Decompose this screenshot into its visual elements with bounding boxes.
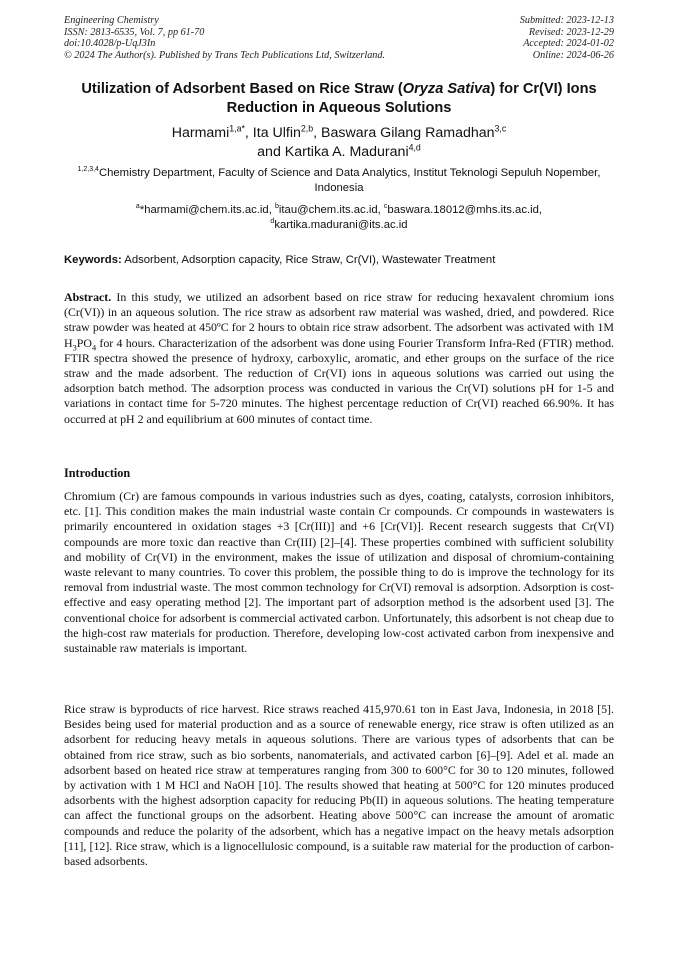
email-a-sup: a — [135, 203, 140, 211]
author-1: Harmami — [171, 125, 230, 141]
affiliation-text: Chemistry Department, Faculty of Science and Data Analytics, Institut Teknologi Sepuluh Nopember, Indonesia — [98, 167, 601, 194]
author-1-sup: 1,a* — [229, 123, 245, 134]
abstract-sub-3: 3 — [72, 342, 77, 352]
journal-info — [64, 15, 385, 61]
affiliation — [72, 166, 606, 196]
keywords-text: Adsorbent, Adsorption capacity, Rice Straw, Cr(VI), Wastewater Treatment — [121, 254, 496, 266]
accepted-date: Accepted: 2024-01-02 — [523, 38, 614, 50]
email-a[interactable]: *harmami@chem.its.ac.id, — [139, 204, 275, 216]
copyright-line: © 2024 The Author(s). Published by Trans Tech Publications Ltd, Switzerland. — [64, 49, 386, 61]
paper-title — [64, 80, 614, 118]
issn-line: ISSN: 2813-6535, Vol. 7, pp 61-70 — [64, 26, 205, 38]
author-4: and Kartika A. Madurani — [257, 144, 409, 160]
keywords-label: Keywords: — [64, 254, 122, 266]
revised-date: Revised: 2023-12-29 — [528, 26, 614, 38]
title-part1: Utilization of Adsorbent Based on Rice Straw ( — [81, 81, 403, 97]
abstract-text-3: for 4 hours. Characterization of the adsorbent was done using Fourier Transform Infra-Red (FTIR) method. FTIR spectra showed the presence of hydroxy, carboxylic, aromatic, and ether groups on the surface of the rice straw and the made adsorbent. The reduction of Cr(VI) ions in aqueous solutions was carried out using the adsorption batch method. The adsorption process was conducted in various the Cr(VI) solutions pH for 1-5 and variations in contact time for 5-720 minutes. The highest percentage reduction of Cr(VI) reached 66.90%. It has occurred at pH 2 and equilibrium at 600 minutes of contact time. — [64, 335, 614, 426]
email-b[interactable]: itau@chem.its.ac.id, — [278, 204, 384, 216]
author-2: , Ita Ulfin — [244, 125, 301, 141]
email-c[interactable]: baswara.18012@mhs.its.ac.id, — [387, 204, 543, 216]
abstract-label: Abstract. — [64, 290, 112, 304]
dates-info — [520, 15, 614, 61]
affiliation-sup: 1,2,3,4 — [77, 166, 99, 174]
introduction-paragraph-1: Chromium (Cr) are famous compounds in various industries such as dyes, coating, catalysts, corrosion inhibitors, etc. [1]. This condition makes the main industrial waste contain Cr compounds. Cr compounds in wastewaters is primarily encountered in oxidation stages +3 [Cr(III)] and +6 [Cr(VI)]. Recent research suggests that Cr(VI) compounds are more toxic dan reactive than Cr(III) [2]–[4]. These properties combined with sufficient solubility and mobility of Cr(VI) in the environment, makes the issue of utilization and disposal of chromium-containing waste relevant to many countries. To cover this problem, the possible thing to do is improve the technology for its removal from industrial waste. The most common technology for Cr(VI) removal is adsorption. Adsorption is cost-effective and easy operating method [2]. The important part of adsorption method is the adsorbent used [3]. The conventional choice for adsorbent is commercial activated carbon. Unfortunately, this adsorbent is not cheap due to the high-cost raw materials for production. Therefore, developing low-cost activated carbon from inexpensive and sustainable raw materials is important. — [64, 489, 614, 656]
journal-name: Engineering Chemistry — [64, 15, 159, 26]
author-3-sup: 3,c — [494, 123, 507, 134]
online-date: Online: 2024-06-26 — [532, 49, 614, 61]
author-list — [64, 124, 614, 162]
title-part2: ) for Cr(VI) Ions Reduction in Aqueous Solutions — [226, 81, 597, 116]
title-species: Oryza Sativa — [402, 81, 491, 97]
introduction-paragraph-2: Rice straw is byproducts of rice harvest. Rice straws reached 415,970.61 ton in East Java, Indonesia, in 2018 [5]. Besides being used for material production and as a source of renewable energy, rice straw is often utilized as an adsorbent for reducing heavy metals in aqueous solutions. There are various types of adsorbents that can be obtained from rice straw, such as bio sorbents, nanomaterials, and activated carbon [6]–[9]. Adel et al. made an adsorbent based on heated rice straw at temperatures ranging from 300 to 600°C for 30 to 120 minutes, followed by activation with 1 M HCl and NaOH [10]. The results showed that heating at 500°C for 120 minutes produced adsorbents with the highest adsorption capacity for reducing Pb(II) in aqueous solutions. The heating temperature can affect the functional groups on the adsorbent. Heating above 500°C can increase the amount of aromatic compounds and reduce the polarity of the adsorbent, which has a negative impact on the heavy metals adsorption [11], [12]. Rice straw, which is a lignocellulosic compound, is a suitable raw material for the production of carbon-based adsorbents. — [64, 702, 614, 869]
email-c-sup: c — [383, 203, 388, 211]
abstract-sub-4: 4 — [91, 342, 97, 352]
abstract-text-2: PO — [76, 335, 92, 350]
author-4-sup: 4,d — [408, 142, 421, 153]
abstract — [64, 290, 614, 427]
submitted-date: Submitted: 2023-12-13 — [519, 15, 614, 26]
introduction-heading: Introduction — [64, 466, 131, 480]
abstract-text-1: In this study, we utilized an adsorbent based on rice straw for reducing hexavalent chromium ions (Cr(VI)) in an aqueous solution. The rice straw as adsorbent raw material was washed, dried, and powdered. Rice straw powder was heated at 450ºC for 2 hours to obtain rice straw adsorbent. The adsorbent was activated with 1M H — [64, 290, 614, 350]
email-b-sup: b — [274, 203, 279, 211]
doi-link[interactable]: doi:10.4028/p-UqJ3In — [64, 38, 156, 50]
email-list — [72, 203, 606, 233]
email-d[interactable]: kartika.madurani@its.ac.id — [274, 219, 408, 231]
author-3: , Baswara Gilang Ramadhan — [313, 125, 495, 141]
author-2-sup: 2,b — [300, 123, 314, 134]
email-d-sup: d — [270, 218, 275, 226]
keywords — [64, 253, 614, 267]
